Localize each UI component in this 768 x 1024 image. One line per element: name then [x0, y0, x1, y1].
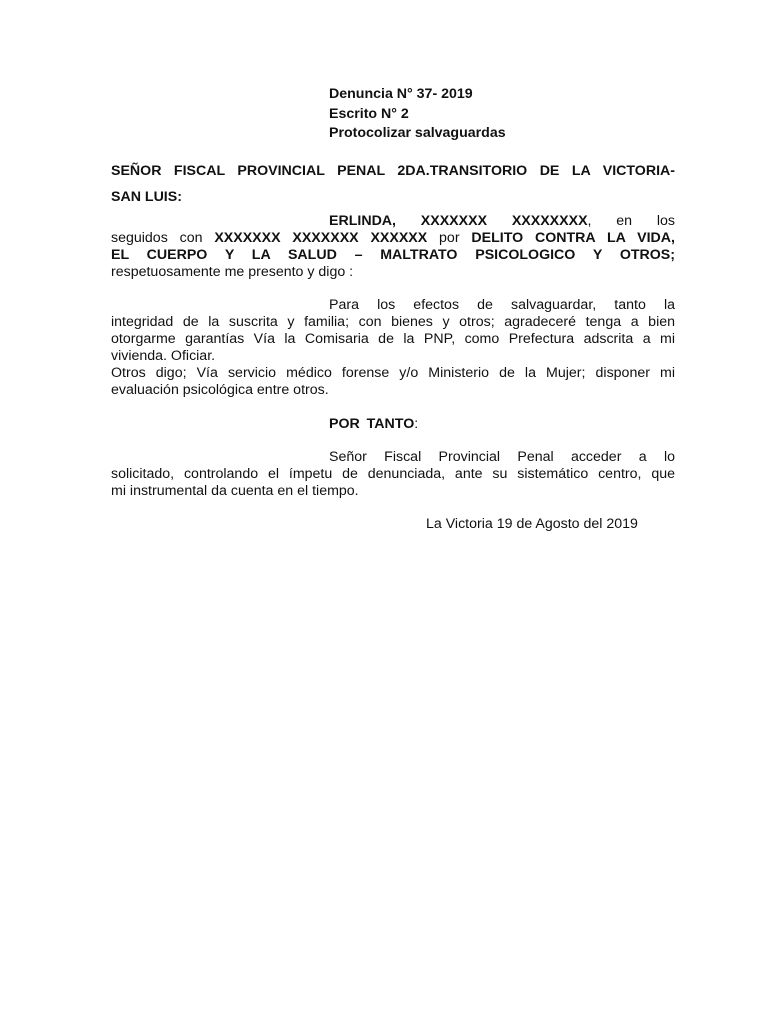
- body-p2-line-2: evaluación psicológica entre otros.: [111, 382, 329, 398]
- intro-text-en: , en los: [587, 213, 676, 229]
- intro-por: por: [427, 230, 472, 246]
- por-tanto-heading: [329, 416, 418, 433]
- intro-seguidos: seguidos con: [111, 230, 215, 246]
- petition-line-2: solicitado, controlando el ímpetu de denunciada, ante su sistemático centro, que: [111, 466, 675, 482]
- escrito-number: Escrito N° 2: [329, 106, 409, 122]
- intro-line-1: [111, 213, 675, 230]
- petition-line-1: Señor Fiscal Provincial Penal acceder a lo: [329, 449, 675, 465]
- addressee-line-1: SEÑOR FISCAL PROVINCIAL PENAL 2DA.TRANSITORIO DE LA VICTORIA-: [111, 163, 675, 179]
- offense-part-1: DELITO CONTRA LA VIDA,: [471, 230, 675, 246]
- body-p2-line-1: Otros digo; Vía servicio médico forense y/o Ministerio de la Mujer; disponer mi: [111, 365, 675, 381]
- body-p1-line-2: integridad de la suscrita y familia; con bienes y otros; agradeceré tenga a bien: [111, 314, 675, 330]
- complainant-name: ERLINDA, XXXXXXX XXXXXXXX: [329, 213, 588, 229]
- intro-line-2: [111, 230, 675, 247]
- subject-line: Protocolizar salvaguardas: [329, 125, 506, 141]
- petition-line-3: mi instrumental da cuenta en el tiempo.: [111, 483, 359, 499]
- body-p1-line-1: Para los efectos de salvaguardar, tanto la: [329, 297, 675, 313]
- por-tanto-colon: :: [414, 416, 419, 432]
- addressee-line-2: SAN LUIS:: [111, 189, 182, 205]
- intro-closing: respetuosamente me presento y digo :: [111, 264, 354, 280]
- defendant-name: XXXXXXX XXXXXXX XXXXXX: [214, 230, 428, 246]
- denuncia-number: Denuncia N° 37- 2019: [329, 86, 473, 102]
- offense-part-2: EL CUERPO Y LA SALUD – MALTRATO PSICOLOGICO Y OTROS;: [111, 247, 675, 263]
- body-p1-line-4: vivienda. Oficiar.: [111, 348, 216, 364]
- signature-date: La Victoria 19 de Agosto del 2019: [426, 516, 638, 532]
- body-p1-line-3: otorgarme garantías Vía la Comisaria de la PNP, como Prefectura adscrita a mi: [111, 331, 675, 347]
- por-tanto-label: POR TANTO: [329, 416, 415, 432]
